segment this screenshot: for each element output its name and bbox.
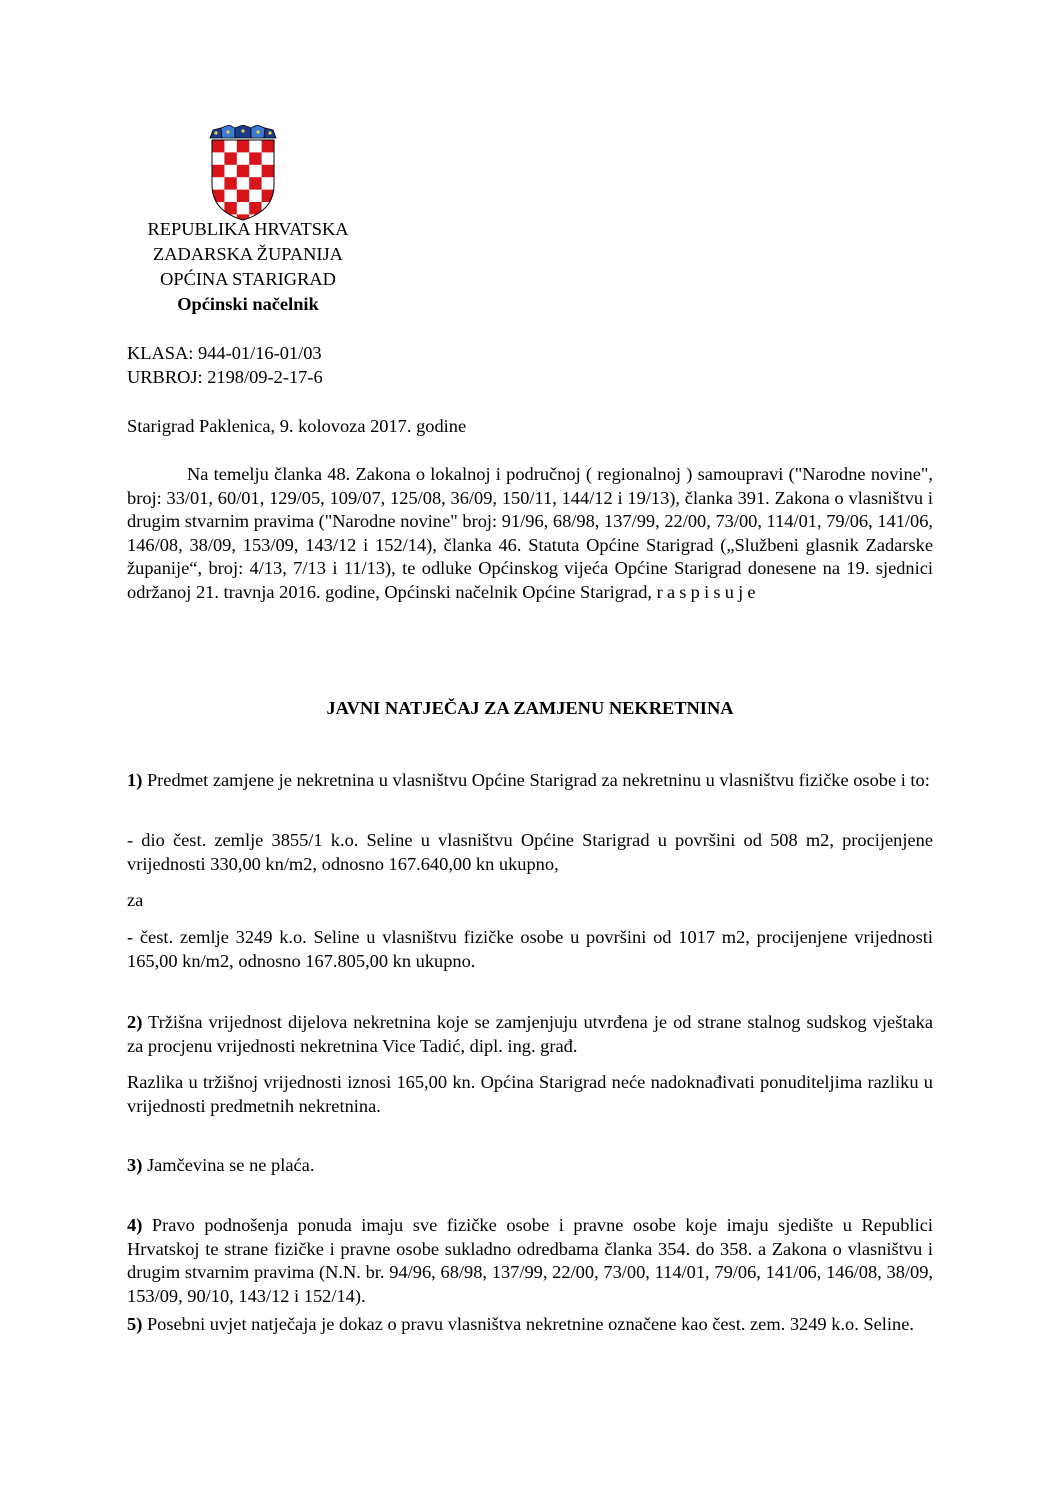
item-4-text: Pravo podnošenja ponuda imaju sve fizičke osobe i pravne osobe koje imaju sjedište u Republici Hrvatskoj te strane fizičke i pravne osobe sukladno odredbama članka 354. do 358. a Zakona o vlasništvu i drugim stvarnim pravima (N.N. br. 94/96, 68/98, 137/99, 22/00, 73/00, 114/01, 79/06, 141/06, 146/08, 38/09, 153/09, 90/10, 143/12 i 152/14). bbox=[127, 1215, 933, 1306]
item-3-text: Jamčevina se ne plaća. bbox=[146, 1155, 315, 1175]
croatian-coat-of-arms bbox=[207, 125, 279, 221]
header-office: Općinski načelnik bbox=[177, 294, 319, 314]
item-1-bullet-1: - dio čest. zemlje 3855/1 k.o. Seline u vlasništvu Općine Starigrad u površini od 508 m2, procijenjene vrijednosti 330,00 kn/m2, odnosno 167.640,00 kn ukupno, bbox=[127, 830, 933, 874]
item-2-text: Tržišna vrijednost dijelova nekretnina koje se zamjenjuju utvrđena je od strane stalnog sudskog vještaka za procjenu vrijednosti nekretnina Vice Tadić, dipl. ing. građ. bbox=[127, 1012, 933, 1056]
date-line: Starigrad Paklenica, 9. kolovoza 2017. godine bbox=[127, 416, 467, 436]
klasa-line: KLASA: 944-01/16-01/03 bbox=[127, 343, 322, 363]
item-1-number: 1) bbox=[127, 770, 143, 790]
item-2-number: 2) bbox=[127, 1012, 143, 1032]
item-1-paragraph bbox=[127, 769, 933, 793]
item-2-paragraph bbox=[127, 1011, 933, 1058]
item-3-number: 3) bbox=[127, 1155, 143, 1175]
item-1-bullet-2: - čest. zemlje 3249 k.o. Seline u vlasništvu fizičke osobe u površini od 1017 m2, procijenjene vrijednosti 165,00 kn/m2, odnosno 167.805,00 kn ukupno. bbox=[127, 927, 933, 971]
document-title: JAVNI NATJEČAJ ZA ZAMJENU NEKRETNINA bbox=[326, 698, 734, 718]
header-municipality: OPĆINA STARIGRAD bbox=[160, 269, 336, 289]
item-1-text: Predmet zamjene je nekretnina u vlasništvu Općine Starigrad za nekretninu u vlasništvu fizičke osobe i to: bbox=[146, 770, 930, 790]
item-5-paragraph bbox=[127, 1313, 933, 1337]
item-4-number: 4) bbox=[127, 1215, 143, 1235]
preamble-paragraph bbox=[127, 463, 933, 604]
preamble-text: Na temelju članka 48. Zakona o lokalnoj i područnoj ( regionalnoj ) samoupravi ("Narodne novine", broj: 33/01, 60/01, 129/05, 109/07, 125/08, 36/09, 150/11, 144/12 i 19/13), članka 391. Zakona o vlasništvu i drugim stvarnim pravima ("Narodne novine" broj: 91/96, 68/98, 137/99, 22/00, 73/00, 114/01, 79/06, 141/06, 146/08, 38/09, 153/09, 143/12 i 152/14), članka 46. Statuta Općine Starigrad („Službeni glasnik Zadarske županije“, broj: 4/13, 7/13 i 11/13), te odluke Općinskog vijeća Općine Starigrad donesene na 19. sjednici održanoj 21. travnja 2016. godine, Općinski načelnik Općine Starigrad, bbox=[127, 464, 933, 602]
header-country: REPUBLIKA HRVATSKA bbox=[147, 219, 349, 239]
header-county: ZADARSKA ŽUPANIJA bbox=[153, 244, 343, 264]
urbroj-line: URBROJ: 2198/09-2-17-6 bbox=[127, 367, 323, 387]
item-2-paragraph-2: Razlika u tržišnoj vrijednosti iznosi 165,00 kn. Općina Starigrad neće nadoknađivati ponuditeljima razliku u vrijednosti predmetnih nekretnina. bbox=[127, 1072, 933, 1116]
item-5-number: 5) bbox=[127, 1314, 143, 1334]
item-4-paragraph bbox=[127, 1214, 933, 1308]
item-3-paragraph bbox=[127, 1154, 314, 1178]
preamble-closing-word: raspisuje bbox=[656, 581, 760, 602]
item-5-text: Posebni uvjet natječaja je dokaz o pravu vlasništva nekretnine označene kao čest. zem. 3249 k.o. Seline. bbox=[146, 1314, 914, 1334]
item-1-connector: za bbox=[127, 890, 144, 910]
